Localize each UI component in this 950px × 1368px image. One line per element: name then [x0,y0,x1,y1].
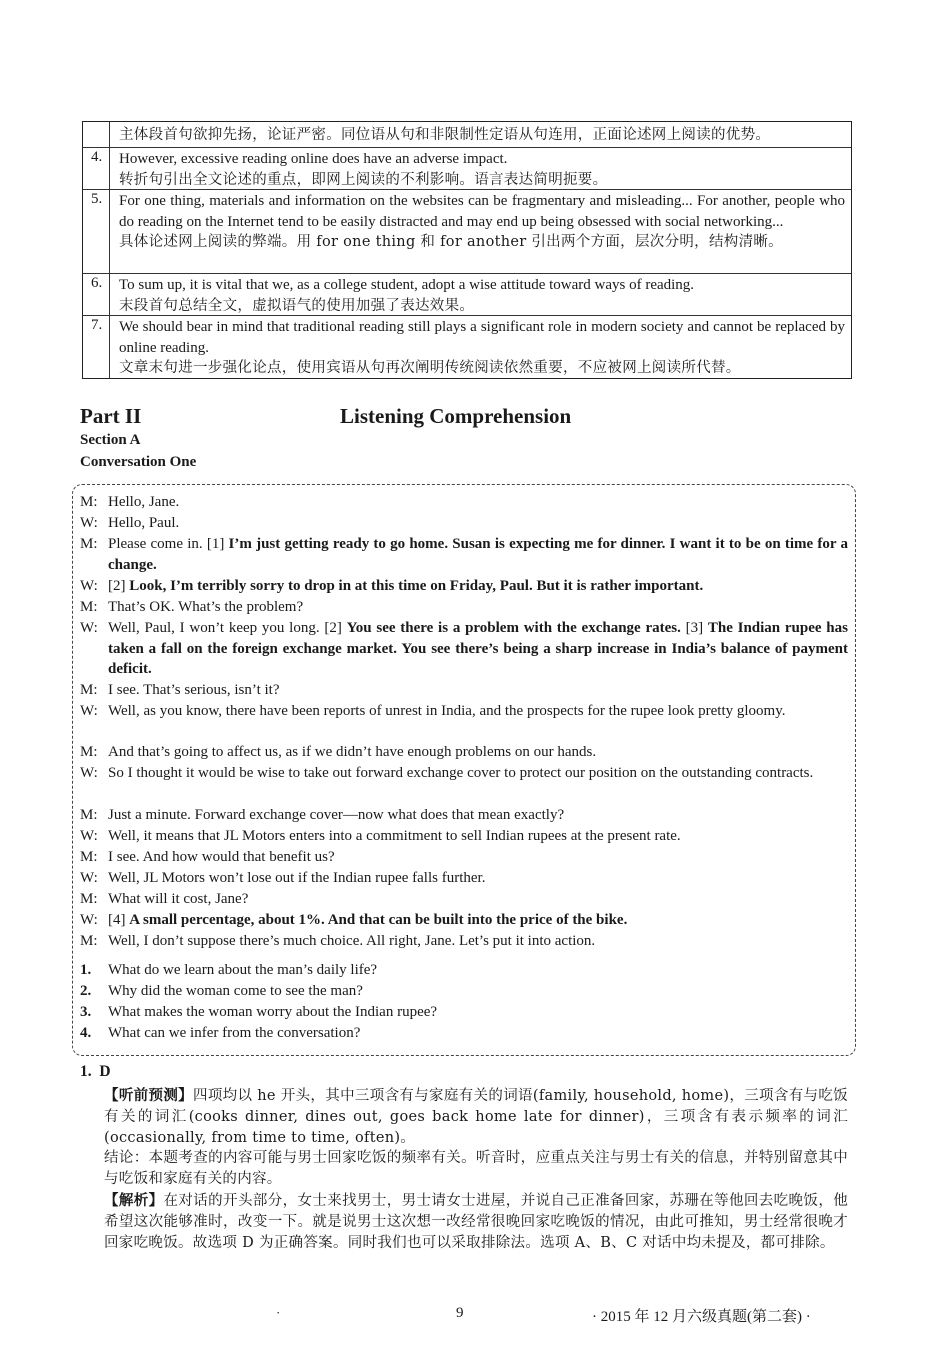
row-chinese: 具体论述网上阅读的弊端。用 for one thing 和 for another 引出两个方面，层次分明，结构清晰。 [119,234,783,250]
row-number: 4. [91,149,103,165]
row-number: 7. [91,317,103,333]
row-english: However, excessive reading online does have an adverse impact. [119,151,508,167]
conclusion-paragraph: 结论：本题考查的内容可能与男士回家吃饭的频率有关。听音时，应重点关注与男士有关的信息，并特别留意其中与吃饭和家庭有关的内容。 [104,1150,848,1187]
footer-dot: · [276,1305,281,1320]
conversation-label: Conversation One [80,454,197,470]
row-chinese: 末段首句总结全文，虚拟语气的使用加强了表达效果。 [119,297,475,314]
section-label: Section A [80,432,141,448]
part-title: Listening Comprehension [340,404,572,428]
analysis-table: 主体段首句欲抑先扬，论证严密。同位语从句和非限制性定语从句连用，正面论述网上阅读的优势。 4. However, excessive reading online does have an adverse impact. 转折句引出全文论述的重点，即网上阅读的不利影响。语言表达简明扼要。 5. For one thing, materials and information on the websites can be fragmentary and misleading... For another, people who do reading on the Internet tend to be easily distracted and may end up being obsessed with social networking... 具体论述网上阅读的弊端。用 for one thing 和 for another 引出两个方面，层次分明，结构清晰。 6. To sum up, it is vital that we, as a college student, adopt a wise attitude toward ways of reading. 末段首句总结全文，虚拟语气的使用加强了表达效果。 7. We should bear in mind that traditional reading still plays a significant role in modern society and cannot be replaced by online reading. 文章末句进一步强化论点，使用宾语从句再次阐明传统阅读依然重要，不应被网上阅读所代替。 [82,121,852,379]
row-english: To sum up, it is vital that we, as a college student, adopt a wise attitude toward ways of reading. [119,277,695,293]
footer-title: · 2015 年 12 月六级真题(第二套) · [592,1309,811,1325]
row-chinese: 文章末句进一步强化论点，使用宾语从句再次阐明传统阅读依然重要，不应被网上阅读所代替。 [119,360,741,376]
analysis-paragraph: 【解析】在对话的开头部分，女士来找男士，男士请女士进屋，并说自己正准备回家，苏珊在等他回去吃晚饭，他希望这次能够准时，改变一下。就是说男士这次想一改经常很晚回家吃晚饭的情况，由此可推知，男士经常很晚才回家吃晚饭。故选项 D 为正确答案。同时我们也可以采取排除法。选项 A、B、C 对话中均未提及，都可排除。 [104,1192,848,1251]
row-number: 6. [91,275,103,291]
pre-listening-prediction: 【听前预测】四项均以 he 开头，其中三项含有与家庭有关的词语(family, household, home)，三项含有与吃饭有关的词汇(cooks dinner, dines out, goes back home late for dinner)，三项含有表示频率的词汇(occasionally, from time to time, often)。 [104,1087,848,1146]
part-label: Part II [80,404,142,428]
row-english: For one thing, materials and information on the websites can be fragmentary and misleading... For another, people who do reading on the Internet tend to be easily distracted and may end up being obsessed with social networking... [119,193,845,230]
row-number: 5. [91,191,103,207]
answer-label: 1. D [80,1063,111,1080]
row-english: We should bear in mind that traditional reading still plays a significant role in modern society and cannot be replaced by online reading. [119,319,845,356]
row-chinese: 转折句引出全文论述的重点，即网上阅读的不利影响。语言表达简明扼要。 [119,171,608,188]
document-page: 主体段首句欲抑先扬，论证严密。同位语从句和非限制性定语从句连用，正面论述网上阅读的优势。 4. However, excessive reading online does have an adverse impact. 转折句引出全文论述的重点，即网上阅读的不利影响。语言表达简明扼要。 5. For one thing, materials and information on the websites can be fragmentary and misleading... For another, people who do reading on the Internet tend to be easily distracted and may end up being obsessed with social networking... 具体论述网上阅读的弊端。用 for one thing 和 for another 引出两个方面，层次分明，结构清晰。 6. To sum up, it is vital that we, as a college student, adopt a wise attitude toward ways of reading. 末段首句总结全文，虚拟语气的使用加强了表达效果。 7. We should bear in mind that traditional reading still plays a significant role in modern society and cannot be replaced by online reading. 文章末句进一步强化论点，使用宾语从句再次阐明传统阅读依然重要，不应被网上阅读所代替。 Part II Listening Comprehension Section A Conversation One M: Hello, Jane. W: Hello, Paul. M: Please come in. [1] I’m just getting ready to go home. Susan is expecting me for dinner. I want it to be on time for a change. W: [2] Look, I’m terribly sorry to drop in at this time on Friday, Paul. But it is rather important. M: That’s OK. What’s the problem? W: Well, Paul, I won’t keep you long. [2] You see there is a problem with the exchange rates. [3] The Indian rupee has taken a fall on the foreign exchange market. You see there’s being a sharp increase in India’s balance of payment deficit. M: I see. That’s serious, isn’t it? W: Well, as you know, there have been reports of unrest in India, and the prospects for the rupee look pretty gloomy. M: And that’s going to affect us, as if we didn’t have enough problems on our hands. W: So I thought it would be wise to take out forward exchange cover to protect our position on the outstanding contracts. M: Just a minute. Forward exchange cover—now what does that mean exactly? W: Well, it means that JL Motors enters into a commitment to sell Indian rupees at the present rate. M: I see. And how would that benefit us? W: Well, JL Motors won’t lose out if the Indian rupee falls further. M: What will it cost, Jane? W: [4] A small percentage, about 1%. And that can be built into the price of the bike. M: Well, I don’t suppose there’s much choice. All right, Jane. Let’s put it into action. 1. What do we learn about the man’s daily life? 2. Why did the woman come to see the man? 3. What makes the woman worry about the Indian rupee? 4. What can we infer from the conversation? 1. D 【听前预测】四项均以 he 开头，其中三项含有与家庭有关的词语(family, household, home)，三项含有与吃饭有关的词汇(cooks dinner, dines out, goes back home late for dinner)，三项含有表示频率的词汇(occasionally, from time to time, often)。 结论：本题考查的内容可能与男士回家吃饭的频率有关。听音时，应重点关注与男士有关的信息，并特别留意其中与吃饭和家庭有关的内容。 【解析】在对话的开头部分，女士来找男士，男士请女士进屋，并说自己正准备回家，苏珊在等他回去吃晚饭，他希望这次能够准时，改变一下。就是说男士这次想一改经常很晚回家吃晚饭的情况，由此可推知，男士经常很晚才回家吃晚饭。故选项 D 为正确答案。同时我们也可以采取排除法。选项 A、B、C 对话中均未提及，都可排除。 · 9 · 2015 年 12 月六级真题(第二套) · [0,0,950,1368]
page-number: 9 [456,1305,464,1321]
